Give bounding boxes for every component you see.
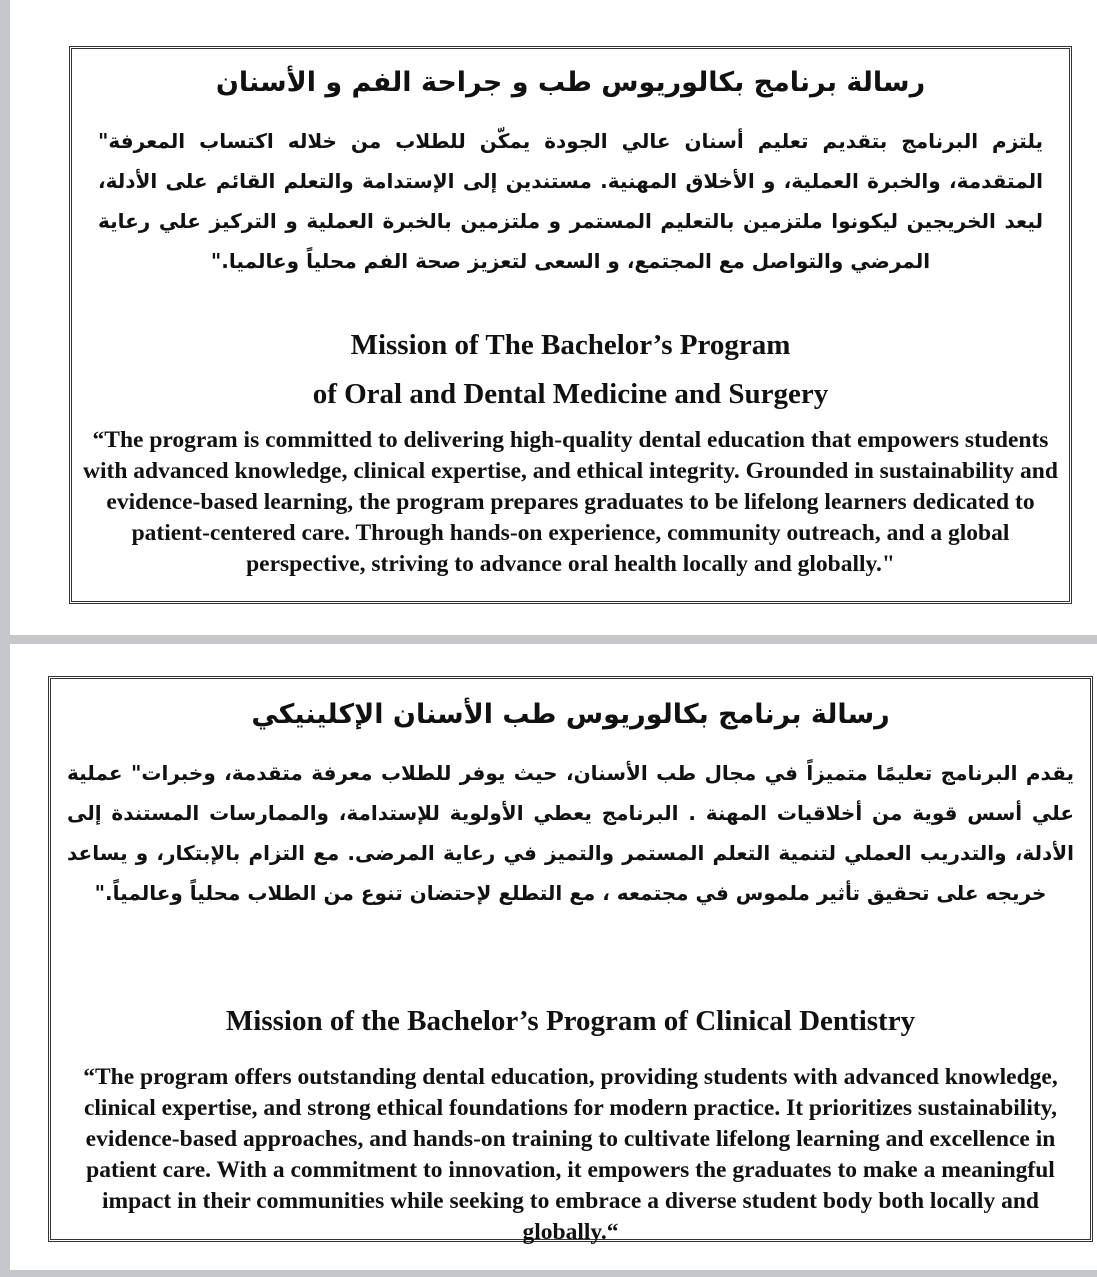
english-mission-text: “The program is committed to delivering high-quality dental education that empowers students with advanced knowledge, clinical expertise, and ethical integrity. Grounded in sustainability and evidence-based learning, the program prepares graduates to be lifelong learners dedicated to patient-centered care. Through hands-on experience, community outreach, and a global perspective, striving to advance oral health locally and globally." [83, 427, 1058, 577]
english-mission-title-line1: Mission of The Bachelor’s Program [350, 329, 791, 361]
mission-frame [48, 676, 1093, 1245]
english-mission-title: Mission of the Bachelor’s Program of Clinical Dentistry [225, 1005, 916, 1037]
arabic-mission-text: يقدم البرنامج تعليمًا متميزاً في مجال طب الأسنان، حيث يوفر للطلاب معرفة متقدمة، وخبرات" عملية علي أسس قوية من أخلاقيات المهنة . البرنامج يعطي الأولوية للإستدامة، والممارسات المستندة إلى الأدلة، والتدريب العملي لتنمية التعلم المستمر والتميز في رعاية المرضى. مع التزام بالإبتكار، و يساعد خريجه على تحقيق تأثير ملموس في مجتمعه ، مع التطلع لإحتضان تنوع من الطلاب محلياً وعالمياً." [67, 761, 1074, 905]
english-mission-title-line2: of Oral and Dental Medicine and Surgery [312, 378, 829, 410]
arabic-mission-title: رسالة برنامج بكالوريوس طب الأسنان الإكلينيكي [251, 699, 890, 730]
arabic-mission-text: يلتزم البرنامج بتقديم تعليم أسنان عالي الجودة يمكّن للطلاب من خلاله اكتساب المعرفة" المتقدمة، والخبرة العملية، و الأخلاق المهنية. مستندين إلى الإستدامة والتعلم القائم على الأدلة، ليعد الخريجين ليكونوا ملتزمين بالتعليم المستمر و ملتزمين بالخبرة العملية و التركيز علي رعاية المرضي والتواصل مع المجتمع، و السعى لتعزيز صحة الفم محلياً وعالميا." [98, 129, 1043, 273]
english-mission-text: “The program offers outstanding dental education, providing students with advanced knowledge, clinical expertise, and strong ethical foundations for modern practice. It prioritizes sustainability, evidence-based approaches, and hands-on training to cultivate lifelong learning and excellence in patient care. With a commitment to innovation, it empowers the graduates to make a meaningful impact in their communities while seeking to embrace a diverse student body both locally and globally.“ [83, 1064, 1058, 1245]
arabic-mission-title: رسالة برنامج بكالوريوس طب و جراحة الفم و الأسنان [215, 67, 926, 98]
mission-panel-clinical-dentistry [10, 644, 1097, 1270]
mission-panel-oral-dental [10, 0, 1097, 635]
mission-frame [69, 46, 1072, 604]
